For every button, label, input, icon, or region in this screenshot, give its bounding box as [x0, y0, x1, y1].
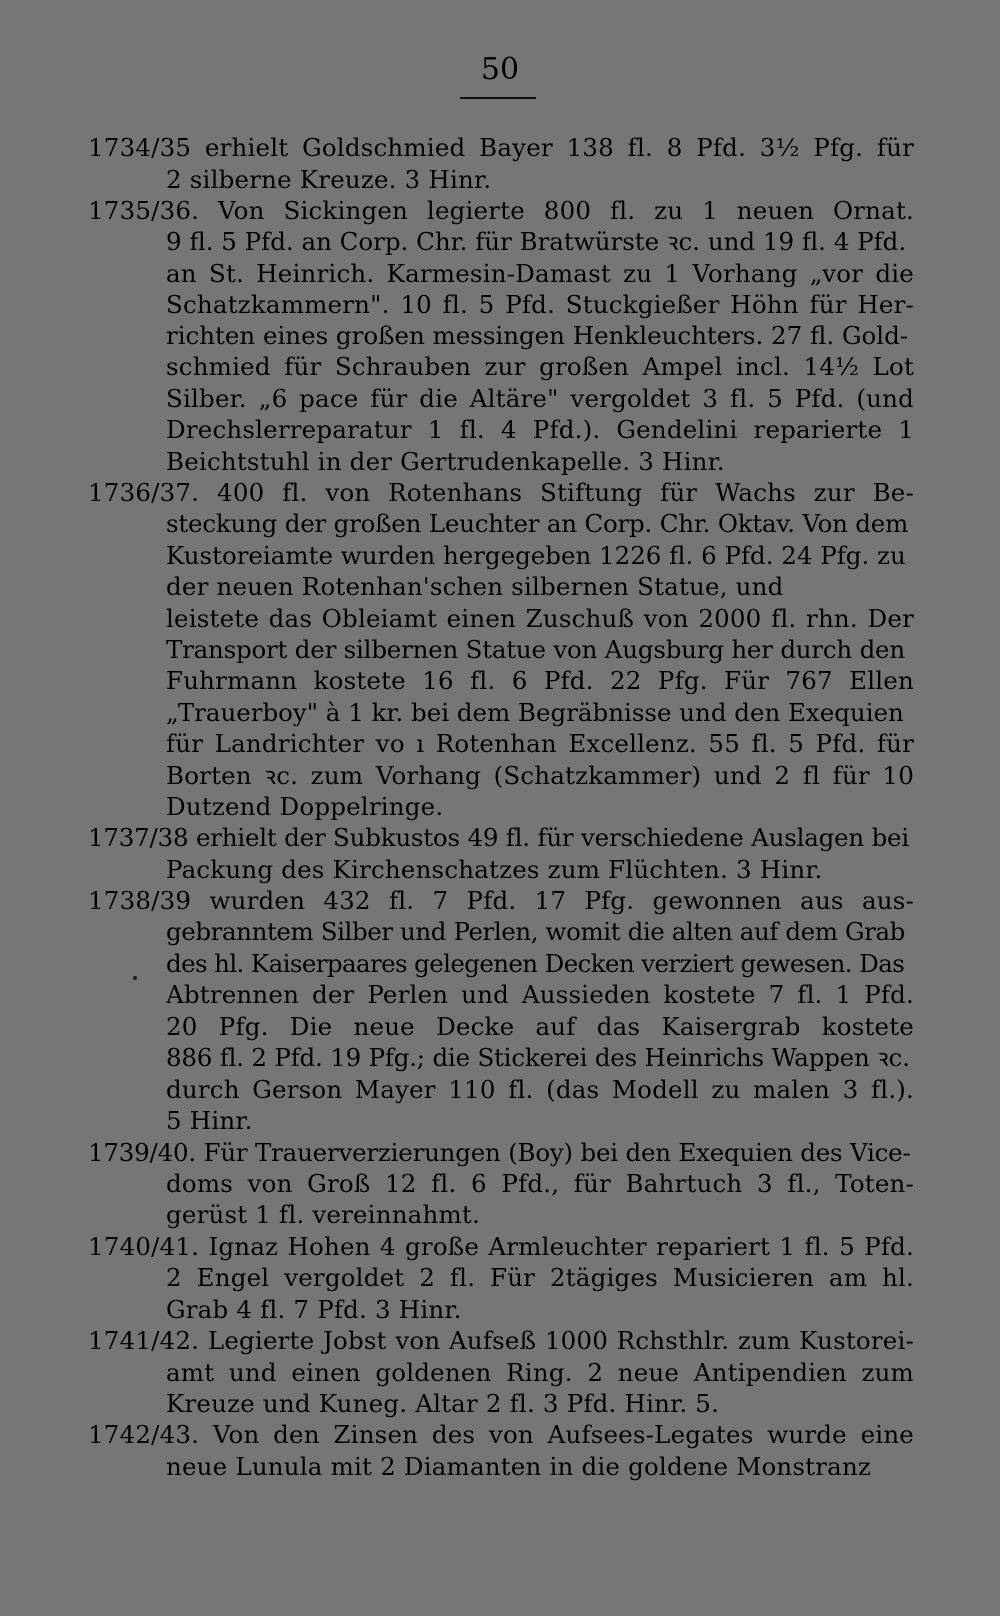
- entry-line: 20 Pfg. Die neue Decke auf das Kaisergrab kostete: [166, 1012, 914, 1041]
- entry-line: der neuen Rotenhan'schen silbernen Statue, und: [166, 572, 784, 601]
- print-speck: [133, 976, 137, 980]
- entry-first-line: 1742/43. Von den Zinsen des von Aufsees-Legates wurde eine: [88, 1420, 914, 1449]
- entry-line: steckung der großen Leuchter an Corp. Chr. Oktav. Von dem: [166, 509, 909, 538]
- entry-line: 5 Hinr.: [166, 1106, 253, 1135]
- entry-line: 2 silberne Kreuze. 3 Hinr.: [166, 165, 492, 194]
- entry-line: 886 fl. 2 Pfd. 19 Pfg.; die Stickerei des Heinrichs Wappen ꝛc.: [166, 1043, 910, 1072]
- entry-first-line: 1735/36. Von Sickingen legierte 800 fl. zu 1 neuen Ornat.: [88, 196, 914, 225]
- entry-line: gebranntem Silber und Perlen, womit die alten auf dem Grab: [166, 917, 905, 946]
- entry-line: Beichtstuhl in der Gertrudenkapelle. 3 Hinr.: [166, 447, 725, 476]
- entry-first-line: 1739/40. Für Trauerverzierungen (Boy) bei den Exequien des Vice-: [88, 1138, 911, 1167]
- entry-line: für Landrichter vo ı Rotenhan Excellenz. 55 fl. 5 Pfd. für: [166, 729, 914, 758]
- entry-first-line: 1737/38 erhielt der Subkustos 49 fl. für verschiedene Auslagen bei: [88, 823, 909, 852]
- entry-first-line: 1740/41. Ignaz Hohen 4 große Armleuchter repariert 1 fl. 5 Pfd.: [88, 1232, 914, 1261]
- entry-line: leistete das Obleiamt einen Zuschuß von 2000 fl. rhn. Der: [166, 604, 914, 633]
- entry-first-line: 1741/42. Legierte Jobst von Aufseß 1000 Rchsthlr. zum Kustorei-: [88, 1326, 914, 1355]
- entry-line: Silber. „6 pace für die Altäre" vergoldet 3 fl. 5 Pfd. (und: [166, 384, 914, 413]
- page-number: 50: [480, 52, 520, 87]
- entry-first-line: 1736/37. 400 fl. von Rotenhans Stiftung für Wachs zur Be-: [88, 478, 914, 507]
- entry-line: „Trauerboy" à 1 kr. bei dem Begräbnisse und den Exequien: [166, 698, 904, 727]
- entry-line: Packung des Kirchenschatzes zum Flüchten. 3 Hinr.: [166, 855, 823, 884]
- entry-line: Schatzkammern". 10 fl. 5 Pfd. Stuckgießer Höhn für Her-: [166, 290, 914, 319]
- entry-line: amt und einen goldenen Ring. 2 neue Antipendien zum: [166, 1358, 914, 1387]
- entry-first-line: 1738/39 wurden 432 fl. 7 Pfd. 17 Pfg. gewonnen aus aus-: [88, 886, 914, 915]
- entry-line: Kreuze und Kuneg. Altar 2 fl. 3 Pfd. Hinr. 5.: [166, 1389, 720, 1418]
- entry-line: richten eines großen messingen Henkleuchters. 27 fl. Gold-: [166, 321, 909, 350]
- entry-line: durch Gerson Mayer 110 fl. (das Modell zu malen 3 fl.).: [166, 1075, 914, 1104]
- entry-line: Drechslerreparatur 1 fl. 4 Pfd.). Gendelini reparierte 1: [166, 415, 914, 444]
- entry-line: des hl. Kaiserpaares gelegenen Decken verziert gewesen. Das: [166, 949, 905, 978]
- entry-line: gerüst 1 fl. vereinnahmt.: [166, 1200, 480, 1229]
- entry-line: Borten ꝛc. zum Vorhang (Schatzkammer) und 2 fl für 10: [166, 761, 914, 790]
- entry-line: doms von Groß 12 fl. 6 Pfd., für Bahrtuch 3 fl., Toten-: [166, 1169, 914, 1198]
- entry-first-line: 1734/35 erhielt Goldschmied Bayer 138 fl. 8 Pfd. 3½ Pfg. für: [88, 133, 914, 162]
- entry-line: an St. Heinrich. Karmesin-Damast zu 1 Vorhang „vor die: [166, 259, 914, 288]
- entry-line: Fuhrmann kostete 16 fl. 6 Pfd. 22 Pfg. Für 767 Ellen: [166, 666, 914, 695]
- entry-line: Dutzend Doppelringe.: [166, 792, 444, 821]
- entry-line: Transport der silbernen Statue von Augsburg her durch den: [166, 635, 905, 664]
- entry-line: 9 fl. 5 Pfd. an Corp. Chr. für Bratwürste ꝛc. und 19 fl. 4 Pfd.: [166, 227, 907, 256]
- entry-line: neue Lunula mit 2 Diamanten in die goldene Monstranz: [166, 1452, 872, 1481]
- entry-line: schmied für Schrauben zur großen Ampel incl. 14½ Lot: [166, 352, 914, 381]
- entry-line: Grab 4 fl. 7 Pfd. 3 Hinr.: [166, 1295, 462, 1324]
- entry-line: Kustoreiamte wurden hergegeben 1226 fl. 6 Pfd. 24 Pfg. zu: [166, 541, 906, 570]
- entry-line: Abtrennen der Perlen und Aussieden kostete 7 fl. 1 Pfd.: [166, 980, 914, 1009]
- entry-line: 2 Engel vergoldet 2 fl. Für 2tägiges Musicieren am hl.: [166, 1263, 914, 1292]
